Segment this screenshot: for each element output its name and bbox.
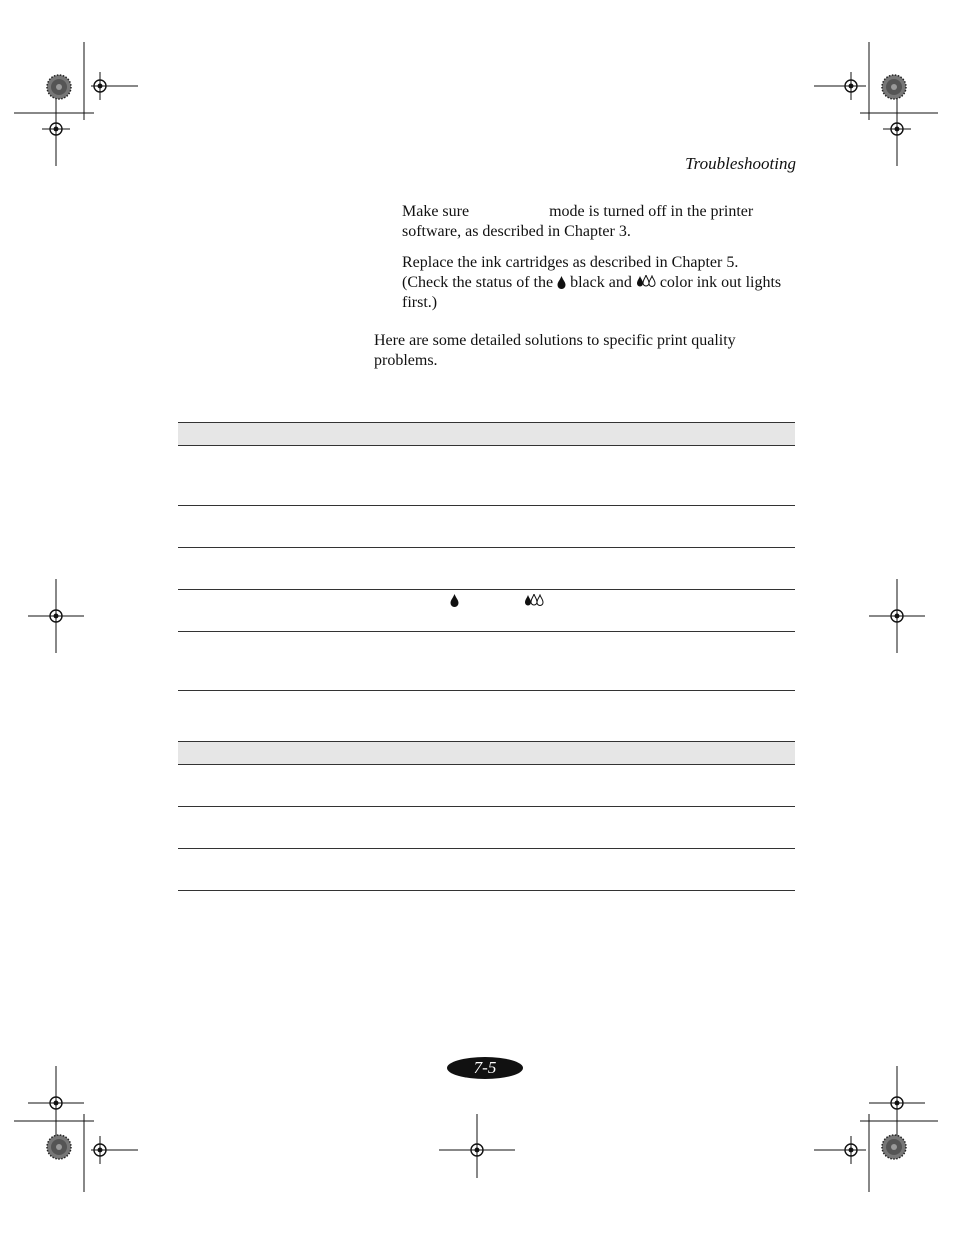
bullet-replace-cartridges [402, 253, 802, 313]
bullet-print-mode [402, 202, 802, 242]
bullet1-suffix: mode is turned off in the printer [549, 203, 754, 220]
intro-line1: Here are some detailed solutions to specific print quality [374, 332, 736, 349]
table-1-header [178, 422, 795, 446]
bullet1-prefix: Make sure [402, 203, 470, 220]
problem-table-1 [178, 422, 795, 691]
black-ink-drop-icon [557, 276, 566, 289]
page-number: 7-5 [447, 1057, 523, 1079]
intro-line2: problems. [374, 352, 438, 369]
table-row [178, 590, 795, 632]
table-row [178, 446, 795, 506]
table-row [178, 807, 795, 849]
color-ink-drops-icon [524, 594, 544, 608]
black-ink-drop-icon [450, 594, 459, 607]
bullet2-line3: first.) [402, 294, 438, 311]
table-row [178, 765, 795, 807]
bullet2-line1: Replace the ink cartridges as described in Chapter 5. [402, 254, 739, 271]
table-row [178, 849, 795, 891]
section-title: Troubleshooting [685, 154, 796, 173]
problem-table-2 [178, 741, 795, 891]
color-ink-drops-icon [636, 275, 656, 289]
table-row [178, 506, 795, 548]
table-2-header [178, 741, 795, 765]
table-row [178, 548, 795, 590]
bullet2-line2-suffix: color ink out lights [659, 274, 782, 291]
bullet2-line2-mid: black and [570, 274, 632, 291]
bullet2-line2-prefix: (Check the status of the [402, 274, 554, 291]
intro-paragraph [374, 331, 794, 371]
table-row [178, 632, 795, 691]
bullet1-line2: software, as described in Chapter 3. [402, 223, 631, 240]
